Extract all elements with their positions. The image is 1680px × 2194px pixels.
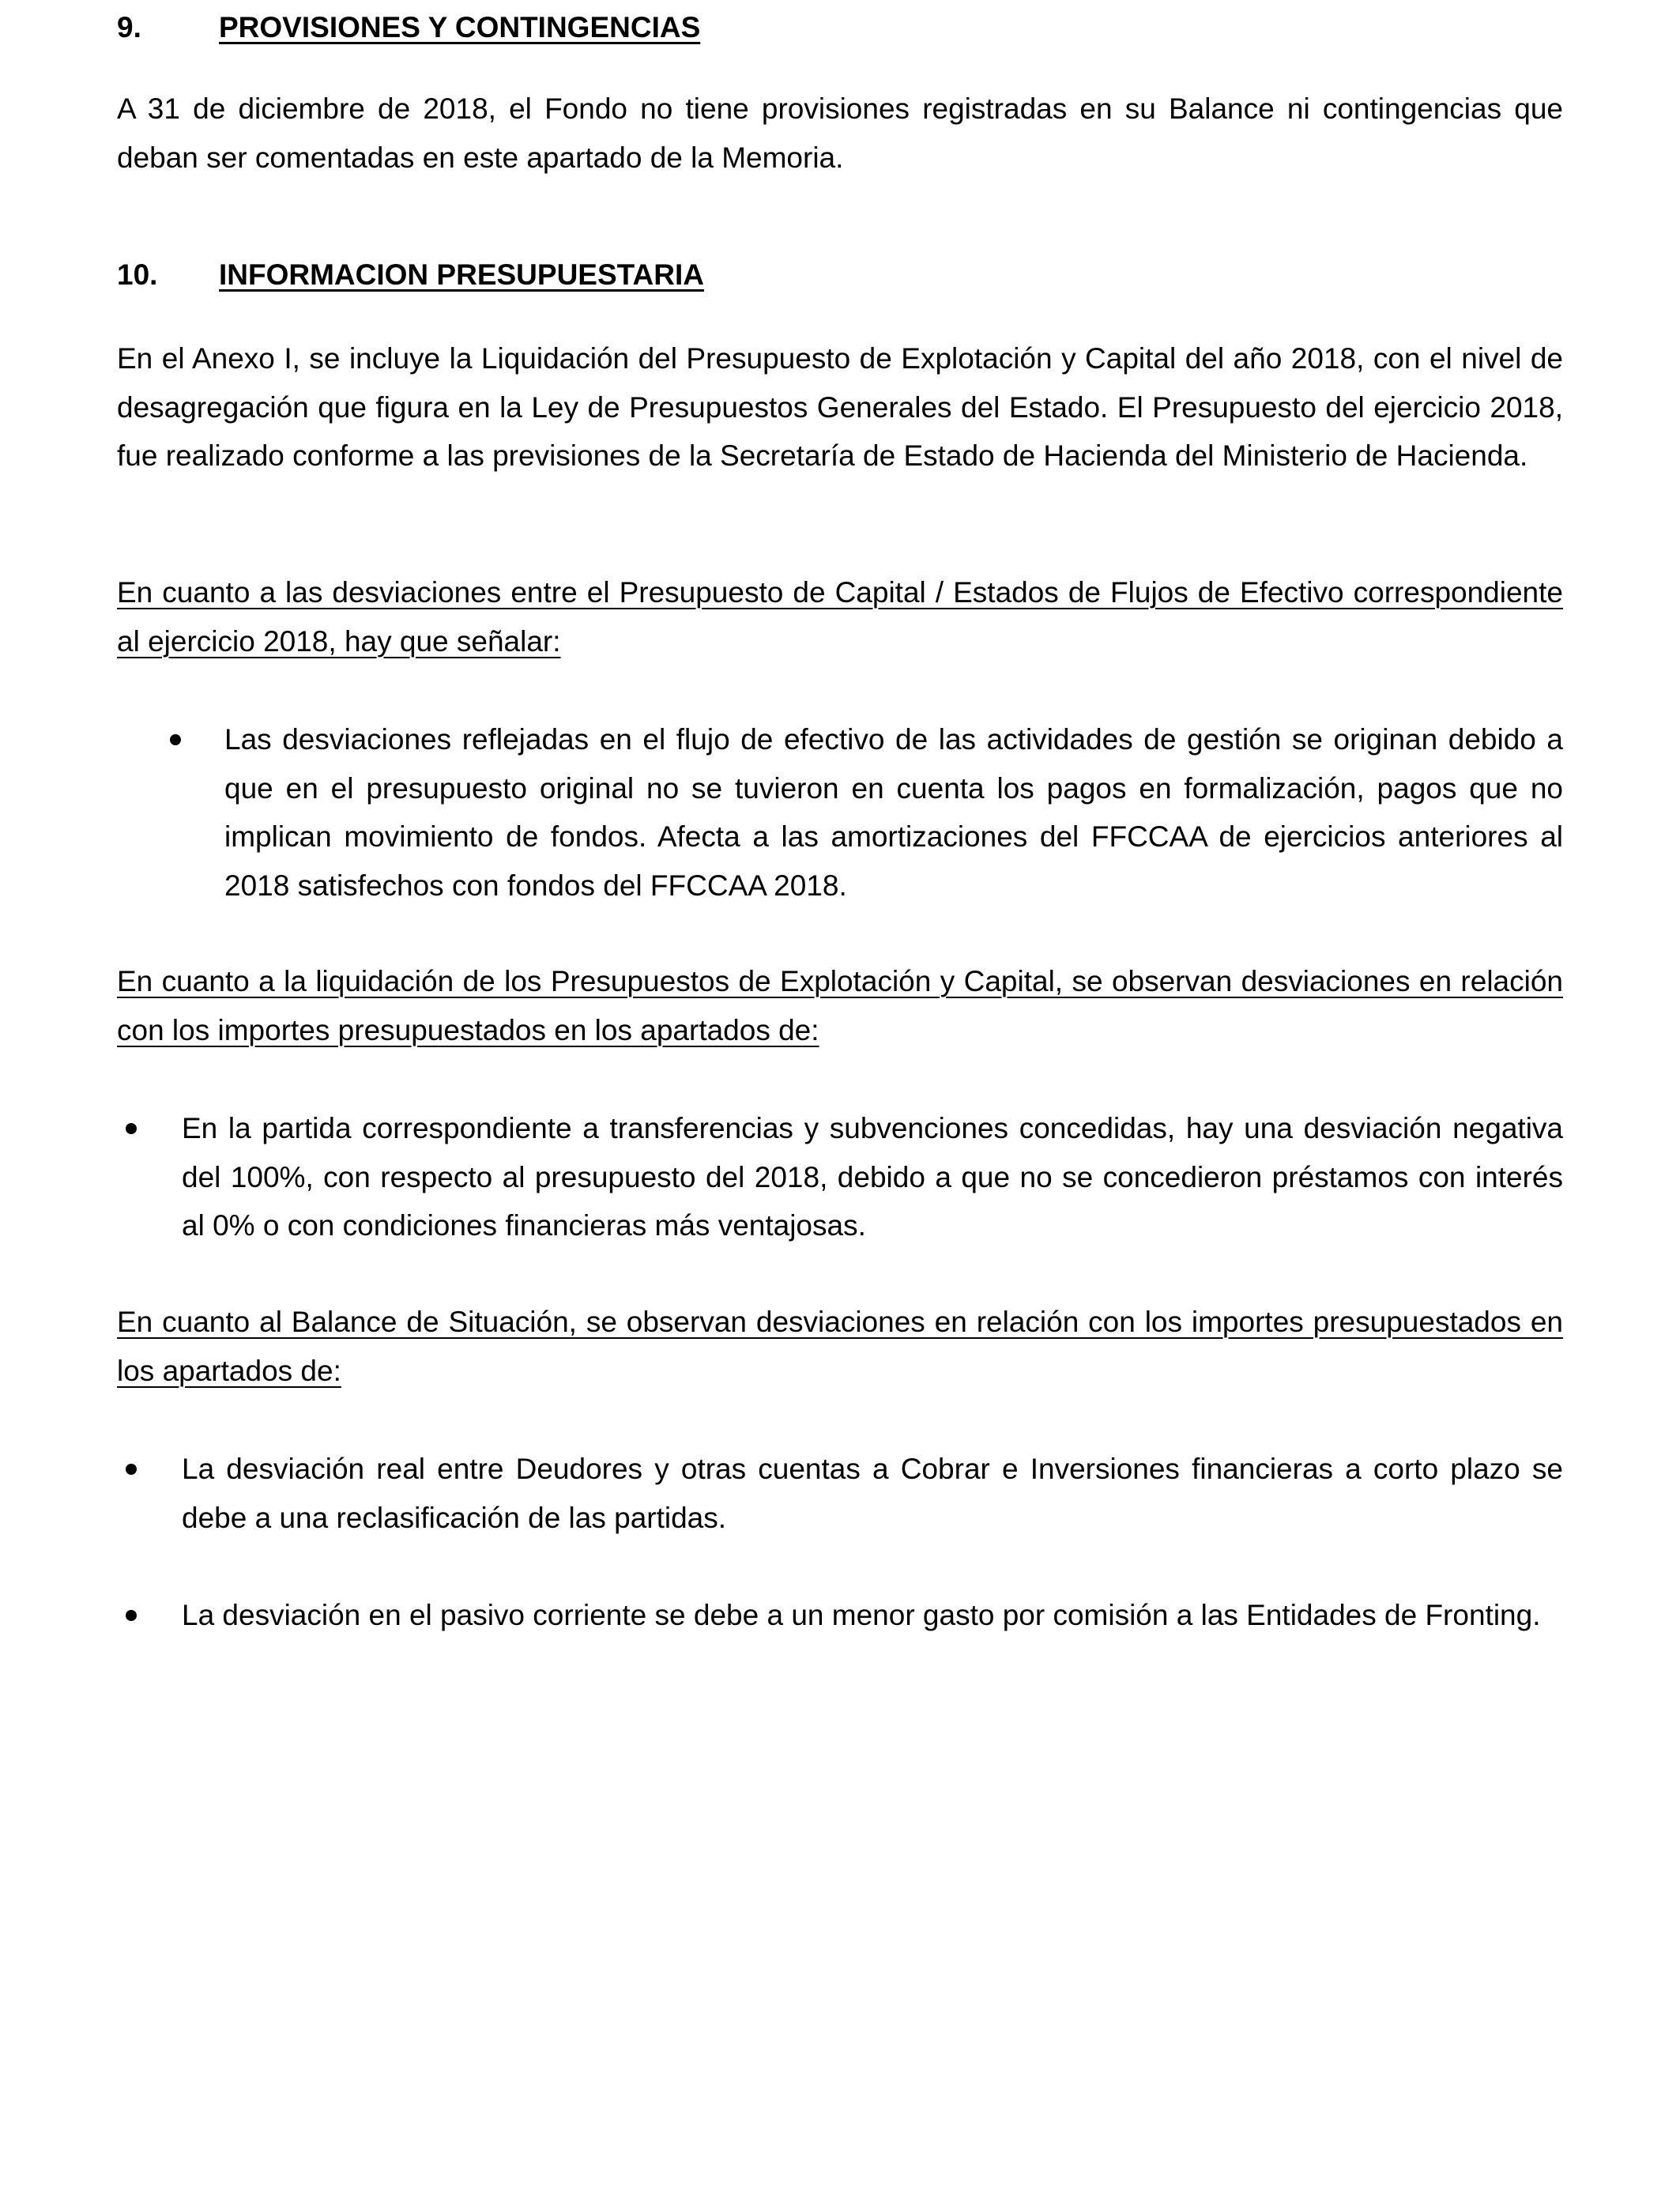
liquidation-bullet-text: En la partida correspondiente a transferencias y subvenciones concedidas, hay una desviación negativa del 100%, con respecto al presupuesto del 2018, debido a que no se concedieron préstamos con interés al 0% o con condiciones financieras más ventajosas. xyxy=(182,1112,1563,1242)
section-9-paragraph: A 31 de diciembre de 2018, el Fondo no tiene provisiones registradas en su Balance ni contingencias que deban ser comentadas en este apartado de la Memoria. xyxy=(117,92,1563,174)
section-10-intro: En el Anexo I, se incluye la Liquidación del Presupuesto de Explotación y Capital del año 2018, con el nivel de desagregación que figura en la Ley de Presupuestos Generales del Estado. El Presupuesto del ejercicio 2018, fue realizado conforme a las previsiones de la Secretaría de Estado de Hacienda del Ministerio de Hacienda. xyxy=(117,342,1563,472)
bullet-icon xyxy=(126,1610,137,1621)
liquidation-deviations-heading xyxy=(117,957,1563,1054)
balance-bullet-text-2: La desviación en el pasivo corriente se debe a un menor gasto por comisión a las Entidades de Fronting. xyxy=(182,1599,1541,1631)
bullet-icon xyxy=(170,734,181,745)
balance-deviations-heading xyxy=(117,1298,1563,1395)
liquidation-deviations-heading-text: En cuanto a la liquidación de los Presupuestos de Explotación y Capital, se observan desviaciones en relación con los importes presupuestados en los apartados de: xyxy=(117,965,1563,1046)
bullet-icon xyxy=(126,1123,137,1134)
bullet-icon xyxy=(126,1464,137,1475)
capital-bullet-text: Las desviaciones reflejadas en el flujo de efectivo de las actividades de gestión se originan debido a que en el presupuesto original no se tuvieron en cuenta los pagos en formalización, pagos que no implican movimiento de fondos. Afecta a las amortizaciones del FFCCAA de ejercicios anteriores al 2018 satisfechos con fondos del FFCCAA 2018. xyxy=(224,723,1563,902)
section-9-number: 9. xyxy=(117,11,141,43)
capital-deviations-heading-text: En cuanto a las desviaciones entre el Presupuesto de Capital / Estados de Flujos de Efectivo correspondiente al ejercicio 2018, hay que señalar: xyxy=(117,576,1563,658)
balance-bullet-text-1: La desviación real entre Deudores y otras cuentas a Cobrar e Inversiones financieras a corto plazo se debe a una reclasificación de las partidas. xyxy=(182,1453,1563,1534)
section-10-number: 10. xyxy=(117,258,158,291)
section-10-title: INFORMACION PRESUPUESTARIA xyxy=(219,258,704,291)
capital-deviations-heading xyxy=(117,568,1563,665)
section-9-title: PROVISIONES Y CONTINGENCIAS xyxy=(219,11,701,43)
balance-deviations-heading-text: En cuanto al Balance de Situación, se observan desviaciones en relación con los importes presupuestados en los apartados de: xyxy=(117,1306,1563,1387)
